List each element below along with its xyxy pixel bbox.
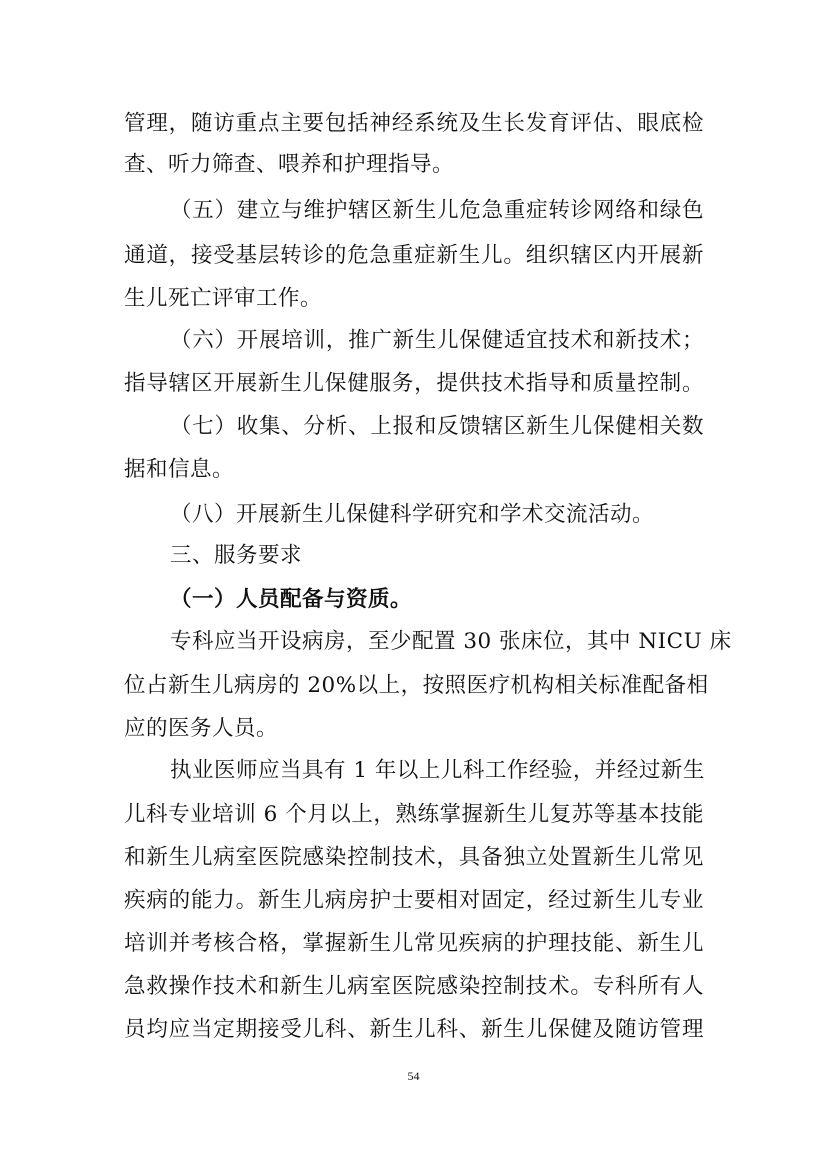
- body-line: （五）建立与维护辖区新生儿危急重症转诊网络和绿色: [170, 198, 704, 223]
- body-line: 应的医务人员。: [124, 716, 279, 741]
- body-line: 通道，接受基层转诊的危急重症新生儿。组织辖区内开展新: [124, 243, 704, 268]
- body-line: 急救操作技术和新生儿病室医院感染控制技术。专科所有人: [124, 974, 704, 999]
- body-line: 儿科专业培训 6 个月以上，熟练掌握新生儿复苏等基本技能: [124, 802, 704, 827]
- body-line: （七）收集、分析、上报和反馈辖区新生儿保健相关数: [170, 414, 704, 439]
- body-line: 执业医师应当具有 1 年以上儿科工作经验，并经过新生: [170, 758, 705, 783]
- body-line: （八）开展新生儿保健科学研究和学术交流活动。: [170, 502, 655, 527]
- body-line: 专科应当开设病房，至少配置 30 张床位，其中 NICU 床: [170, 629, 732, 654]
- subsection-heading: （一）人员配备与资质。: [170, 587, 413, 612]
- body-line: 和新生儿病室医院感染控制技术，具备独立处置新生儿常见: [124, 845, 704, 870]
- body-line: 指导辖区开展新生儿保健服务，提供技术指导和质量控制。: [124, 371, 704, 396]
- body-line: 查、听力筛查、喂养和护理指导。: [124, 152, 455, 177]
- body-line: （六）开展培训，推广新生儿保健适宜技术和新技术；: [170, 328, 704, 353]
- body-line: 位占新生儿病房的 20%以上，按照医疗机构相关标准配备相: [124, 673, 709, 698]
- page-number: 54: [407, 1069, 420, 1083]
- body-line: 培训并考核合格，掌握新生儿常见疾病的护理技能、新生儿: [124, 931, 704, 956]
- body-line: 据和信息。: [124, 457, 235, 482]
- body-line: 生儿死亡评审工作。: [124, 286, 323, 311]
- body-line: 疾病的能力。新生儿病房护士要相对固定，经过新生儿专业: [124, 888, 704, 913]
- body-line: 员均应当定期接受儿科、新生儿科、新生儿保健及随访管理: [124, 1017, 704, 1042]
- section-heading: 三、服务要求: [170, 543, 303, 568]
- body-line: 管理，随访重点主要包括神经系统及生长发育评估、眼底检: [124, 111, 704, 136]
